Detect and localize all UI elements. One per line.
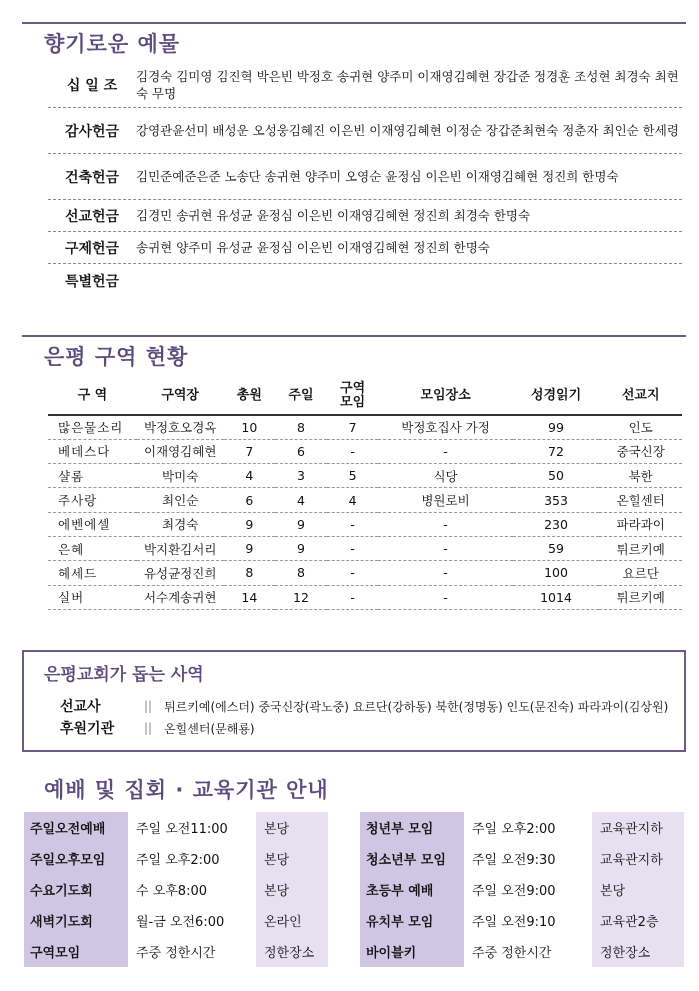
worship-time: 주일 오전9:30	[464, 843, 592, 874]
worship-time: 주중 정한시간	[464, 936, 592, 967]
worship-place: 본당	[256, 812, 328, 843]
zone-cell: 병원로비	[378, 488, 512, 512]
zone-cell: 9	[275, 536, 327, 560]
offering-names: 송귀현 양주미 유성균 윤정심 이은빈 이재영김혜현 정진희 한명숙	[136, 240, 490, 255]
mission-row-missionaries	[60, 696, 668, 716]
zone-cell: 베데스다	[48, 439, 137, 463]
offering-row	[48, 232, 682, 264]
worship-label: 주일오후모임	[24, 843, 128, 874]
mission-text: 튀르키예(에스더) 중국신장(곽노중) 요르단(강하동) 북한(정명동) 인도(문진숙) 파라과이(김상원)	[164, 699, 669, 714]
zone-cell: 59	[513, 536, 600, 560]
mission-label: 선교사	[60, 699, 101, 715]
zone-cell: 8	[275, 415, 327, 439]
zone-cell: 230	[513, 512, 600, 536]
zone-cell: 9	[224, 536, 276, 560]
zone-cell: 박정호집사 가정	[378, 415, 512, 439]
offerings-title: 향기로운 예물	[44, 32, 181, 56]
offering-label: 구제헌금	[64, 240, 120, 257]
offering-names: 김민준예준은준 노송단 송귀현 양주미 오영순 윤정심 이은빈 이재영김혜현 정진희 한명숙	[136, 169, 619, 184]
zones-title: 은평 구역 현황	[44, 345, 189, 369]
zone-cell: 튀르키예	[599, 585, 682, 609]
worship-time: 주일 오전11:00	[128, 812, 256, 843]
zone-cell: 9	[275, 512, 327, 536]
zones-table-body	[48, 415, 682, 609]
zone-cell: -	[378, 439, 512, 463]
worship-place: 교육관지하	[592, 812, 684, 843]
zone-cell: 박지환김서리	[137, 536, 224, 560]
zone-cell: -	[327, 439, 379, 463]
mission-label: 후원기관	[60, 721, 115, 737]
worship-label: 청소년부 모임	[360, 843, 464, 874]
zone-cell: 이재영김혜현	[137, 439, 224, 463]
mission-separator: ||	[144, 699, 153, 713]
offering-row	[48, 108, 682, 154]
zone-cell: 인도	[599, 415, 682, 439]
zone-cell: 50	[513, 464, 600, 488]
zone-cell: 72	[513, 439, 600, 463]
zone-cell: 주사랑	[48, 488, 137, 512]
offerings-list	[48, 62, 682, 298]
worship-label: 새벽기도회	[24, 905, 128, 936]
mission-title: 은평교회가 돕는 사역	[44, 665, 204, 685]
worship-time: 주일 오후2:00	[464, 812, 592, 843]
zone-cell: -	[378, 512, 512, 536]
zones-header-cell: 모임장소	[378, 378, 512, 415]
zone-cell: 4	[275, 488, 327, 512]
zone-cell: 10	[224, 415, 276, 439]
zone-cell: -	[327, 585, 379, 609]
zone-cell: 5	[327, 464, 379, 488]
offering-names: 김경숙 김미영 김진혁 박은빈 박정호 송귀현 양주미 이재영김혜현 장갑준 정경훈 조성현 최경숙 최현숙 무명	[136, 68, 679, 101]
mission-text: 온힐센터(문해룡)	[164, 721, 255, 736]
zone-cell: 8	[224, 561, 276, 585]
zone-cell: 북한	[599, 464, 682, 488]
worship-place: 교육관2층	[592, 905, 684, 936]
offering-row	[48, 62, 682, 108]
zone-cell: 7	[224, 439, 276, 463]
zone-cell: 최경숙	[137, 512, 224, 536]
zones-header-row	[48, 378, 682, 415]
worship-title: 예배 및 집회 · 교육기관 안내	[44, 778, 329, 802]
offerings-section-header	[22, 22, 686, 58]
worship-label: 수요기도회	[24, 874, 128, 905]
zone-cell: 3	[275, 464, 327, 488]
mission-box	[22, 650, 686, 752]
offering-label: 특별헌금	[64, 274, 120, 290]
zone-row	[48, 464, 682, 488]
zone-row	[48, 585, 682, 609]
zone-cell: 샬롬	[48, 464, 137, 488]
mission-separator: ||	[144, 721, 153, 735]
worship-place: 본당	[592, 874, 684, 905]
zone-row	[48, 439, 682, 463]
worship-right-grid	[360, 812, 684, 967]
zone-cell: 8	[275, 561, 327, 585]
offering-row	[48, 264, 682, 298]
zone-cell: 6	[224, 488, 276, 512]
worship-time: 주중 정한시간	[128, 936, 256, 967]
zone-cell: 파라과이	[599, 512, 682, 536]
worship-time: 월-금 오전6:00	[128, 905, 256, 936]
worship-time: 수 오후8:00	[128, 874, 256, 905]
zones-header-cell: 구역 모임	[327, 378, 379, 415]
zones-header-cell: 선교지	[599, 378, 682, 415]
offering-label: 선교헌금	[64, 208, 120, 225]
zone-cell: -	[327, 512, 379, 536]
offering-row	[48, 154, 682, 200]
worship-label: 주일오전예배	[24, 812, 128, 843]
worship-label: 청년부 모임	[360, 812, 464, 843]
zone-cell: 12	[275, 585, 327, 609]
worship-time: 주일 오후2:00	[128, 843, 256, 874]
zone-cell: 많은물소리	[48, 415, 137, 439]
worship-place: 온라인	[256, 905, 328, 936]
zone-cell: 실버	[48, 585, 137, 609]
zones-header-cell: 총원	[224, 378, 276, 415]
zone-cell: 4	[327, 488, 379, 512]
zone-cell: 서수계송귀현	[137, 585, 224, 609]
worship-place: 본당	[256, 843, 328, 874]
zone-cell: -	[378, 561, 512, 585]
zone-cell: 박정호오경옥	[137, 415, 224, 439]
zones-section-header	[22, 335, 686, 371]
zone-cell: 튀르키예	[599, 536, 682, 560]
zone-cell: -	[378, 536, 512, 560]
zones-header-cell: 구 역	[48, 378, 137, 415]
zone-row	[48, 488, 682, 512]
offering-names: 강영관윤선미 배성운 오성웅김혜진 이은빈 이재영김혜현 이정순 장갑준최현숙 정춘자 최인순 한세령	[136, 123, 679, 138]
zone-cell: 최인순	[137, 488, 224, 512]
zone-cell: 9	[224, 512, 276, 536]
offering-label: 건축헌금	[64, 169, 120, 186]
zone-cell: 99	[513, 415, 600, 439]
zone-cell: 1014	[513, 585, 600, 609]
zone-cell: 온힐센터	[599, 488, 682, 512]
zone-cell: 식당	[378, 464, 512, 488]
zone-row	[48, 561, 682, 585]
worship-place: 교육관지하	[592, 843, 684, 874]
zone-cell: 7	[327, 415, 379, 439]
zone-row	[48, 512, 682, 536]
zone-cell: 박미숙	[137, 464, 224, 488]
offering-label: 감사헌금	[64, 123, 120, 140]
worship-place: 본당	[256, 874, 328, 905]
worship-time: 주일 오전9:00	[464, 874, 592, 905]
zone-cell: 6	[275, 439, 327, 463]
worship-label: 바이블키	[360, 936, 464, 967]
zones-header-cell: 구역장	[137, 378, 224, 415]
zone-cell: -	[327, 536, 379, 560]
zone-cell: 에벤에셀	[48, 512, 137, 536]
zones-table	[48, 378, 682, 610]
zones-header-cell: 주일	[275, 378, 327, 415]
worship-label: 구역모임	[24, 936, 128, 967]
zone-cell: -	[378, 585, 512, 609]
worship-label: 초등부 예배	[360, 874, 464, 905]
zone-cell: 353	[513, 488, 600, 512]
offering-label: 십 일 조	[66, 77, 118, 94]
zone-cell: 유성균정진희	[137, 561, 224, 585]
zone-row	[48, 415, 682, 439]
worship-place: 정한장소	[592, 936, 684, 967]
zone-cell: 4	[224, 464, 276, 488]
zone-cell: 100	[513, 561, 600, 585]
offering-row	[48, 200, 682, 232]
zone-cell: 요르단	[599, 561, 682, 585]
worship-place: 정한장소	[256, 936, 328, 967]
zones-header-cell: 성경읽기	[513, 378, 600, 415]
zone-cell: -	[327, 561, 379, 585]
offering-names: 김경민 송귀현 유성균 윤정심 이은빈 이재영김혜현 정진희 최경숙 한명숙	[136, 208, 531, 223]
zone-cell: 은혜	[48, 536, 137, 560]
zone-cell: 14	[224, 585, 276, 609]
worship-section-header	[22, 770, 686, 804]
worship-time: 주일 오전9:10	[464, 905, 592, 936]
zone-cell: 중국신장	[599, 439, 682, 463]
zone-cell: 헤세드	[48, 561, 137, 585]
zone-row	[48, 536, 682, 560]
worship-left-grid	[24, 812, 328, 967]
worship-label: 유치부 모임	[360, 905, 464, 936]
mission-row-sponsors	[60, 718, 255, 738]
